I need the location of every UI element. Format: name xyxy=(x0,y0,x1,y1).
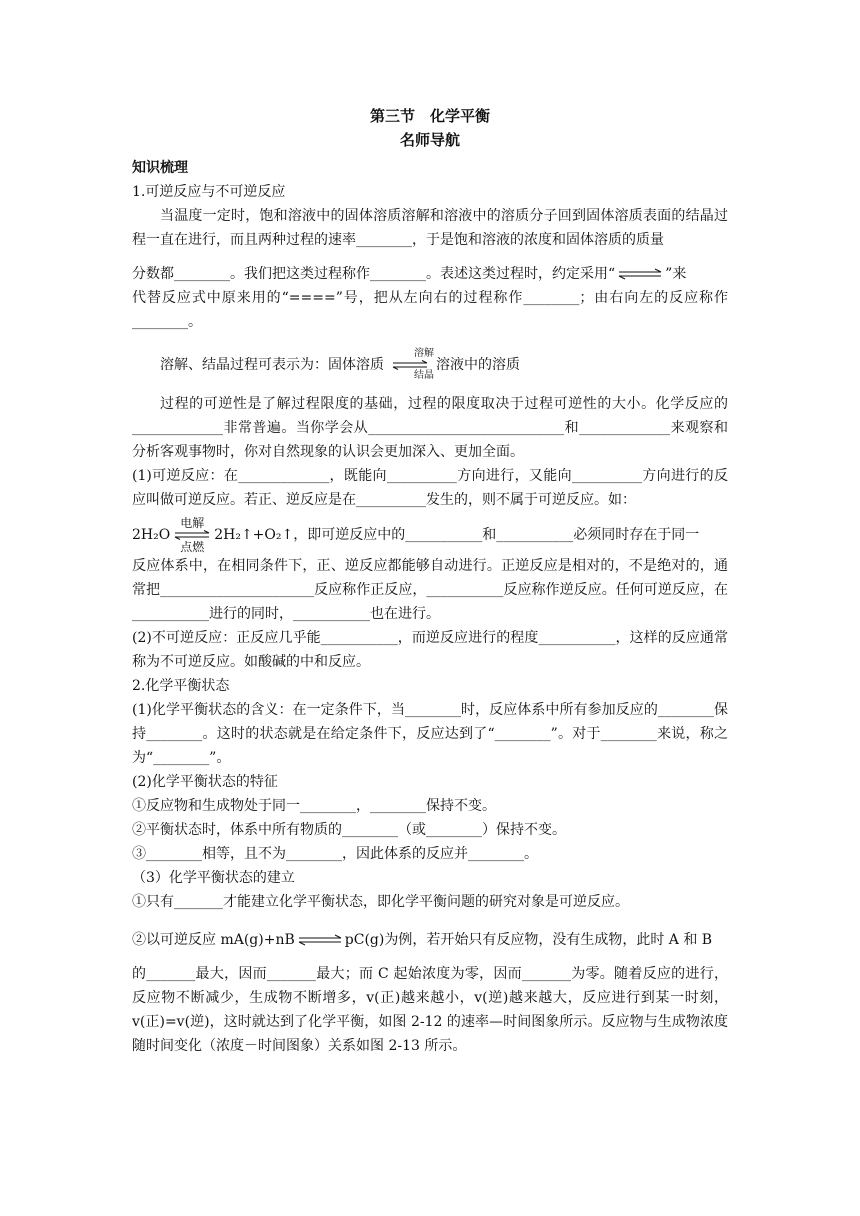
dissolution-equation xyxy=(132,348,728,382)
equilibrium-arrow-icon xyxy=(392,360,428,370)
paragraph-8: ①反应物和生成物处于同一________，________保持不变。 xyxy=(132,798,496,814)
paragraph-10: ③________相等，且不为________，因此体系的反应并________。 xyxy=(132,846,538,862)
dissolution-arrow xyxy=(386,348,434,382)
dissolution-post: 溶液中的溶质 xyxy=(436,357,520,373)
paragraph-7: (2)化学平衡状态的特征 xyxy=(132,774,278,790)
paragraph-4: 反应体系中，在相同条件下，正、逆反应都能够自动进行。正逆反应是相对的，不是绝对的，通常把______________________反应称作正反应，___________反应称作逆反应。任何可逆反应，在___________进行的同时，___________也在进行。 xyxy=(132,558,728,622)
page-title: 第三节 化学平衡 xyxy=(369,107,490,125)
section-heading: 知识梳理 xyxy=(132,160,188,176)
paragraph-1b xyxy=(132,262,728,286)
heading-equilibrium-state: 2.化学平衡状态 xyxy=(132,678,230,694)
document-body xyxy=(132,104,728,1058)
dissolution-pre: 溶解、结晶过程可表示为：固体溶质 xyxy=(160,357,384,373)
paragraph-9: ②平衡状态时，体系中所有物质的________（或________）保持不变。 xyxy=(132,822,566,838)
paragraph-12: ①只有_______才能建立化学平衡状态，即化学平衡问题的研究对象是可逆反应。 xyxy=(132,894,629,910)
dissolution-label: 溶解 xyxy=(414,348,434,359)
paragraph-6: (1)化学平衡状态的含义：在一定条件下，当________时，反应体系中所有参加反应的________保持________。这时的状态就是在给定条件下，反应达到了“________”。对于________来说，称之为“________”。 xyxy=(132,702,728,766)
paragraph-2: 过程的可逆性是了解过程限度的基础，过程的限度取决于过程可逆性的大小。化学反应的_____________非常普遍。当你学会从____________________________和_____________来观察和分析客观事物时，你对自然现象的认识会更加深入、更加全面。 xyxy=(132,396,728,460)
paragraph-5: (2)不可逆反应：正反应几乎能___________，而逆反应进行的程度___________，这样的反应通常称为不可逆反应。如酸碱的中和反应。 xyxy=(132,630,728,670)
reversible-arrow-icon xyxy=(172,530,212,540)
equilibrium-arrow-icon xyxy=(297,934,343,946)
paragraph-11: （3）化学平衡状态的建立 xyxy=(132,870,295,886)
crystallization-label: 结晶 xyxy=(414,370,434,381)
paragraph-1b-post: ”来 xyxy=(665,266,687,282)
paragraph-1c: 代替反应式中原来用的“====”号，把从左向右的过程称作________；由右向左的反应称作________。 xyxy=(132,290,728,330)
paragraph-1b-pre: 分数都________。我们把这类过程称作________。表述这类过程时，约定采用“ xyxy=(132,266,616,282)
page-subtitle: 名师导航 xyxy=(399,131,460,149)
electrolysis-arrow xyxy=(172,516,212,554)
paragraph-3: (1)可逆反应：在_____________，既能向__________方向进行，又能向__________方向进行的反应叫做可逆反应。若正、逆反应是在__________发生的，则不属于可逆反应。如： xyxy=(132,468,728,508)
equilibrium-arrow-icon xyxy=(617,268,663,280)
paragraph-14: 的_______最大，因而_______最大；而 C 起始浓度为零，因而_______为零。随着反应的进行，反应物不断减少，生成物不断增多，v(正)越来越小，v(逆)越来越大，反应进行到某一时刻，v(正)=v(逆)，这时就达到了化学平衡，如图 2-12 的速率—时间图象所示。反应物与生成物浓度随时间变化（浓度－时间图象）关系如图 2-13 所示。 xyxy=(132,966,728,1054)
paragraph-13-pre: ②以可逆反应 mA(g)+nB xyxy=(132,932,295,948)
paragraph-13 xyxy=(132,928,728,952)
heading-reversible: 1.可逆反应与不可逆反应 xyxy=(132,184,286,200)
electrolysis-label: 电解 xyxy=(180,516,205,530)
electrolysis-right: 2H₂↑+O₂↑，即可逆反应中的___________和___________必须同时存在于同一 xyxy=(214,527,700,543)
paragraph-1a: 当温度一定时，饱和溶液中的固体溶质溶解和溶液中的溶质分子回到固体溶质表面的结晶过程一直在进行，而且两种过程的速率________，于是饱和溶液的浓度和固体溶质的质量 xyxy=(132,208,728,248)
paragraph-13-post: pC(g)为例，若开始只有反应物，没有生成物，此时 A 和 B xyxy=(344,932,713,948)
electrolysis-equation xyxy=(132,516,728,554)
ignition-label: 点燃 xyxy=(180,540,205,554)
electrolysis-left: 2H₂O xyxy=(132,527,171,543)
